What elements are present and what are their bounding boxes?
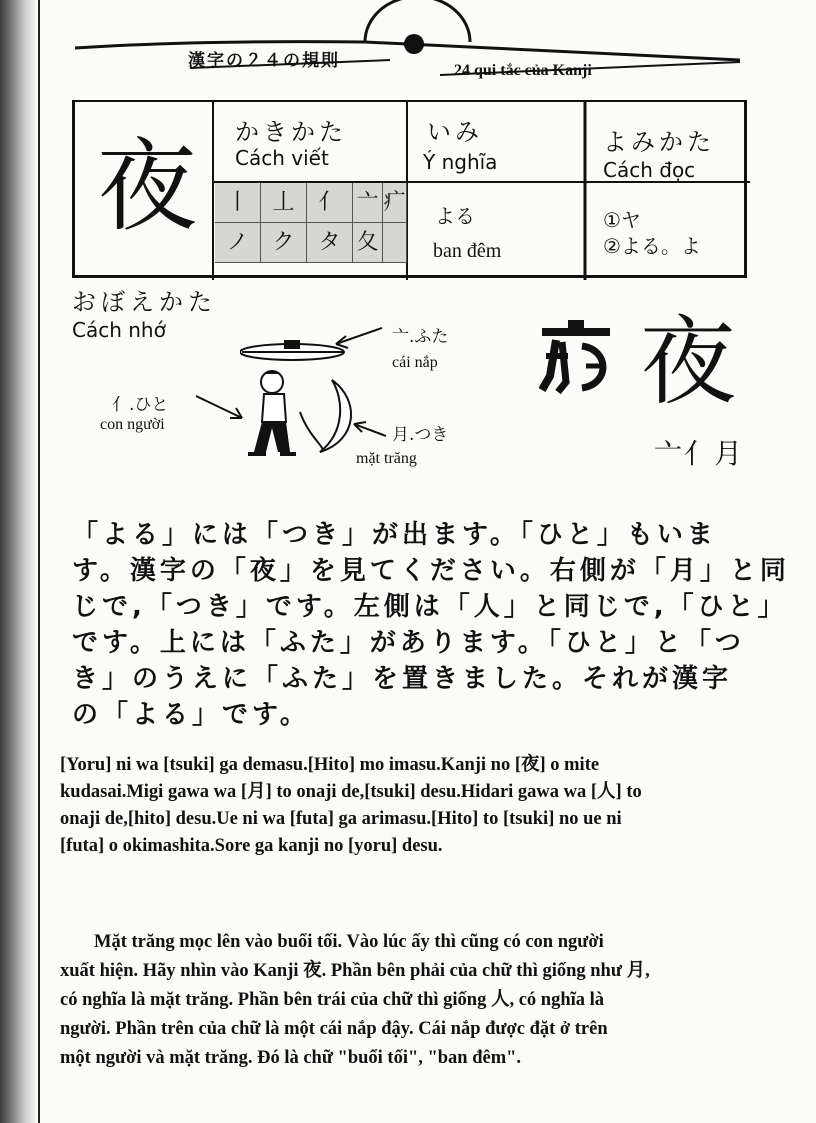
stroke-step-10 [383, 223, 407, 263]
stroke-step-5: 疒 [383, 183, 407, 223]
romaji-line: [Yoru] ni wa [tsuki] ga demasu.[Hito] mo imasu.Kanji no [夜] o mite [60, 755, 600, 775]
stroke-step-6: ノ [215, 223, 261, 263]
lid-label-jp: 亠.ふた [392, 327, 449, 347]
vi-line: có nghĩa là mặt trăng. Phần bên trái của chữ thì giống 人, có nghĩa là [60, 990, 605, 1010]
person-label-vi: con người [100, 416, 165, 433]
paragraph-japanese [72, 517, 790, 733]
romaji-line: kudasai.Migi gawa wa [月] to onaji de,[tsuki] desu.Hidari gawa wa [人] to [60, 782, 642, 802]
stroke-step-3: 亻 [307, 183, 353, 223]
romaji-line: onaji de,[hito] desu.Ue ni wa [futa] ga arimasu.[Hito] to [tsuki] no ue ni [60, 809, 622, 829]
reading-on: ①ヤ [603, 208, 641, 232]
large-kanji: 夜 [640, 306, 736, 418]
paragraph-vietnamese [60, 928, 765, 1073]
meaning-value-jp: よる [435, 204, 475, 228]
jp-line: き」のうえに「ふた」を置きました。それが漢字 [72, 664, 733, 694]
stroke-step-7: ク [261, 223, 307, 263]
kanji-card [72, 100, 747, 278]
vi-line: Mặt trăng mọc lên vào buổi tối. Vào lúc ấy thì cũng có con người [94, 932, 604, 952]
jp-line: です。上には「ふた」があります。「ひと」と「つ [72, 628, 745, 658]
meaning-label-vi: Ý nghĩa [423, 150, 498, 174]
stroke-step-8: タ [307, 223, 353, 263]
reading-kun: ②よる。よ [603, 234, 701, 258]
vi-line: xuất hiện. Hãy nhìn vào Kanji 夜. Phần bên phải của chữ thì giống như 月, [60, 961, 650, 981]
pictograph-kanji [538, 318, 614, 396]
romaji-line: [futa] o okimashita.Sore ga kanji no [yoru] desu. [60, 836, 443, 856]
paragraph-romaji [60, 752, 765, 860]
jp-line: 「よる」には「つき」が出ます。「ひと」もいま [72, 520, 717, 550]
page-header [70, 0, 750, 100]
person-label-jp: 亻.ひと [112, 395, 169, 415]
moon-label-vi: mặt trăng [356, 450, 417, 467]
page-edge [38, 0, 40, 1123]
stroke-step-4: 亠 [353, 183, 383, 223]
jp-line: の「よる」です。 [72, 700, 310, 730]
stroke-step-9: 夂 [353, 223, 383, 263]
stroke-step-2: 丄 [261, 183, 307, 223]
writing-label-vi: Cách viết [235, 146, 329, 170]
kanji-decomposition: 亠亻月 [654, 437, 745, 470]
main-kanji: 夜 [97, 128, 197, 245]
lid-label-vi: cái nắp [392, 354, 438, 371]
mnemonic-label-jp: おぼえかた [72, 288, 217, 316]
meaning-value-vi: ban đêm [433, 240, 502, 262]
jp-line: じで,「つき」です。左側は「人」と同じで,「ひと」 [72, 592, 788, 622]
header-title-vi: 24 qui tắc của Kanji [454, 62, 592, 79]
vi-line: một người và mặt trăng. Đó là chữ "buổi tối", "ban đêm". [60, 1048, 522, 1068]
writing-label-jp: かきかた [235, 118, 347, 146]
moon-label-jp: 月.つき [392, 425, 449, 445]
reading-label-jp: よみかた [603, 128, 715, 156]
meaning-label-jp: いみ [427, 118, 483, 146]
vi-line: người. Phần trên của chữ là một cái nắp đậy. Cái nắp được đặt ở trên [60, 1019, 608, 1039]
mnemonic-arrows [150, 320, 410, 450]
jp-line: す。漢字の「夜」を見てください。右側が「月」と同 [72, 556, 790, 586]
book-spine [0, 0, 36, 1123]
reading-label-vi: Cách đọc [603, 158, 696, 182]
stroke-step-1: 丨 [215, 183, 261, 223]
mnemonic-label-vi: Cách nhớ [72, 318, 166, 342]
header-title-jp: 漢字の２４の規則 [188, 51, 340, 71]
